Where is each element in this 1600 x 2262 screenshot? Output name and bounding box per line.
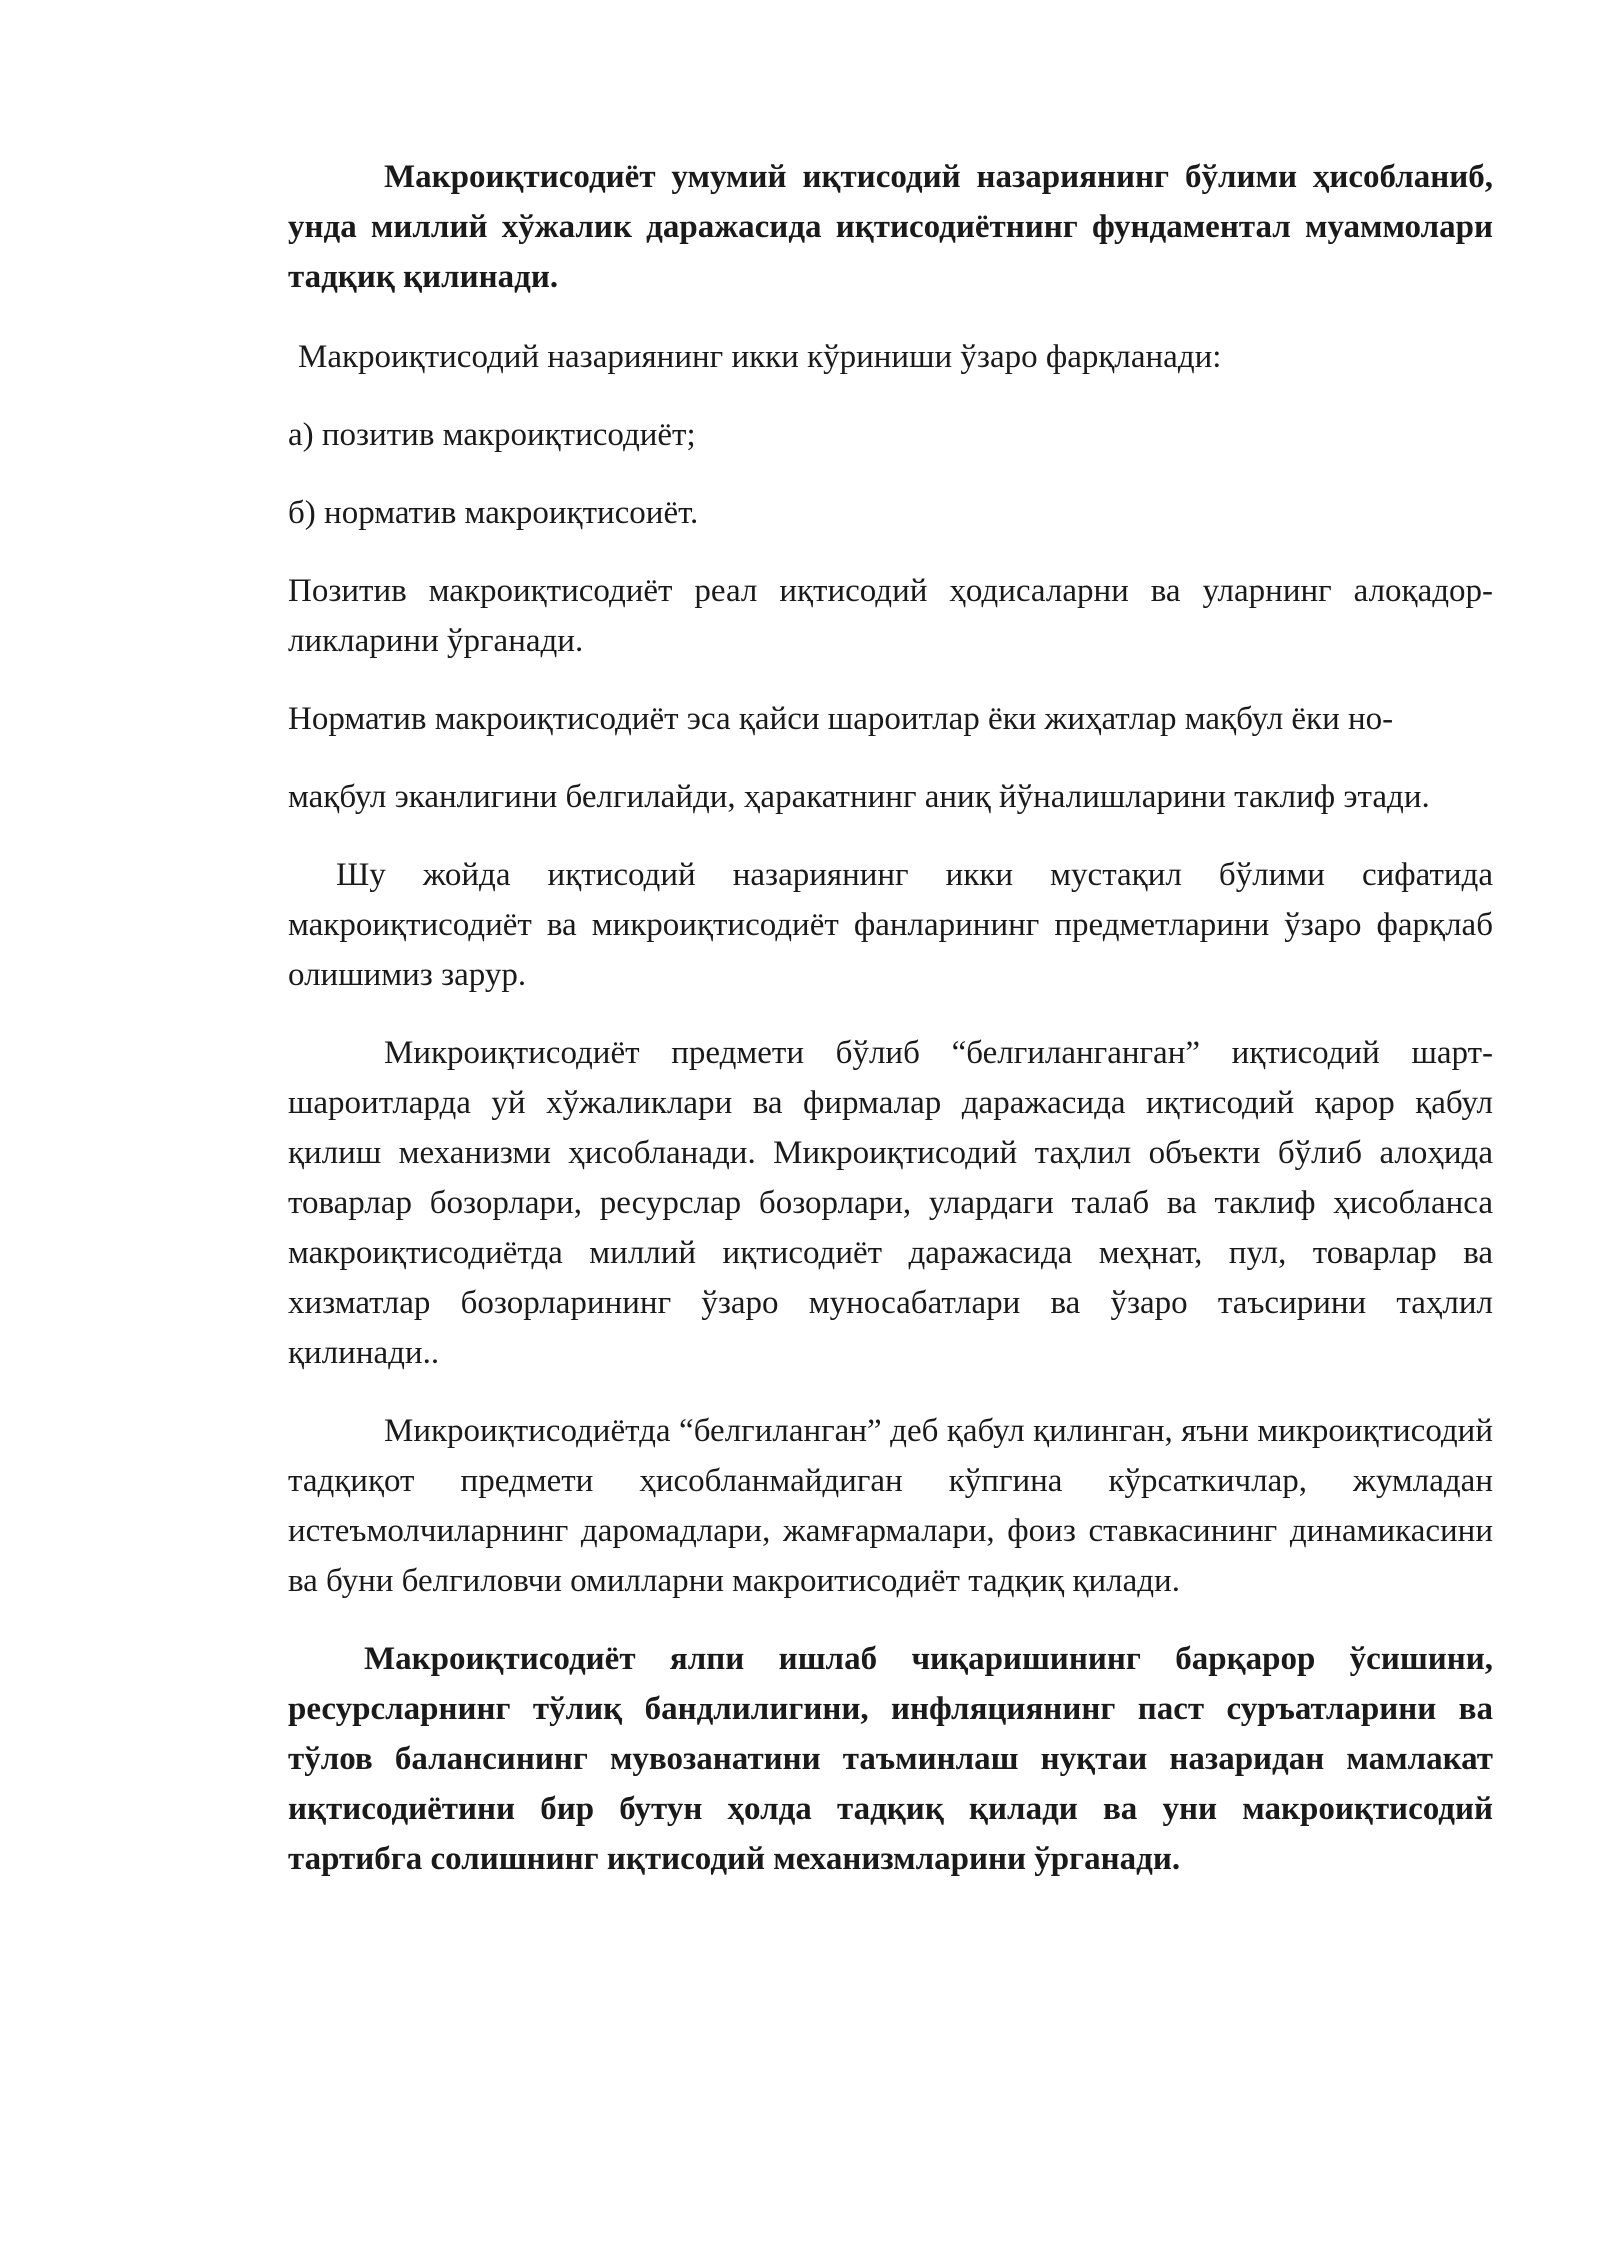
conclusion-paragraph-bold: Макроиқтисодиёт ялпи ишлаб чиқаришининг барқарор ўсишини, ресурсларнинг тўлиқ бандлилигини, инфляциянинг паст суръатларини ва тўлов балансининг мувозанатини таъминлаш нуқтаи назаридан мамлакат иқтисодиётини бир бутун ҳолда тадқиқ қилади ва уни макроиқтисодий тартибга солишнинг иқтисодий механизмларини ўрганади.: [288, 1641, 1493, 1877]
paragraph-distinguish-subjects: Шу жойда иқтисодий назариянинг икки мустақил бўлими сифатида макроиқтисодиёт ва микроиқтисодиёт фанларининг предметларини ўзаро фарқлаб олишимиз зарур.: [288, 857, 1493, 993]
list-item-positive: а) позитив макроиқтисодиёт;: [288, 417, 696, 453]
intro-paragraph-bold: Макроиқтисодиёт умумий иқтисодий назариянинг бўлими ҳисобланиб, унда миллий хўжалик даражасида иқтисодиётнинг фундаментал муаммолари тадқиқ қилинади.: [288, 159, 1493, 295]
paragraph-normative-definition: Норматив макроиқтисодиёт эса қайси шароитлар ёки жиҳатлар мақбул ёки но-: [288, 701, 1394, 737]
paragraph-positive-definition: Позитив макроиқтисодиёт реал иқтисодий ҳодисаларни ва уларнинг алоқадор-ликларини ўрганади.: [288, 573, 1493, 659]
paragraph-micro-subject: Микроиқтисодиёт предмети бўлиб “белгиланганган” иқтисодий шарт-шароитларда уй хўжаликлари ва фирмалар даражасида иқтисодий қарор қабул қилиш механизми ҳисобланади. Микроиқтисодий таҳлил объекти бўлиб алоҳида товарлар бозорлари, ресурслар бозорлари, улардаги талаб ва таклиф ҳисобланса макроиқтисодиётда миллий иқтисодиёт даражасида меҳнат, пул, товарлар ва хизматлар бозорларининг ўзаро муносабатлари ва ўзаро таъсирини таҳлил қилинади..: [288, 1035, 1493, 1371]
paragraph-two-views: Макроиқтисодий назариянинг икки кўриниши ўзаро фарқланади:: [298, 339, 1222, 375]
list-item-normative: б) норматив макроиқтисоиёт.: [288, 495, 699, 531]
paragraph-normative-continuation: мақбул эканлигини белгилайди, ҳаракатнинг аниқ йўналишларини таклиф этади.: [288, 779, 1430, 815]
document-body: [288, 152, 1493, 1884]
paragraph-macro-indicators: Микроиқтисодиётда “белгиланган” деб қабул қилинган, яъни микроиқтисодий тадқиқот предмети ҳисобланмайдиган кўпгина кўрсаткичлар, жумладан истеъмолчиларнинг даромадлари, жамғармалари, фоиз ставкасининг динамикасини ва буни белгиловчи омилларни макроитисодиёт тадқиқ қилади.: [288, 1413, 1493, 1599]
